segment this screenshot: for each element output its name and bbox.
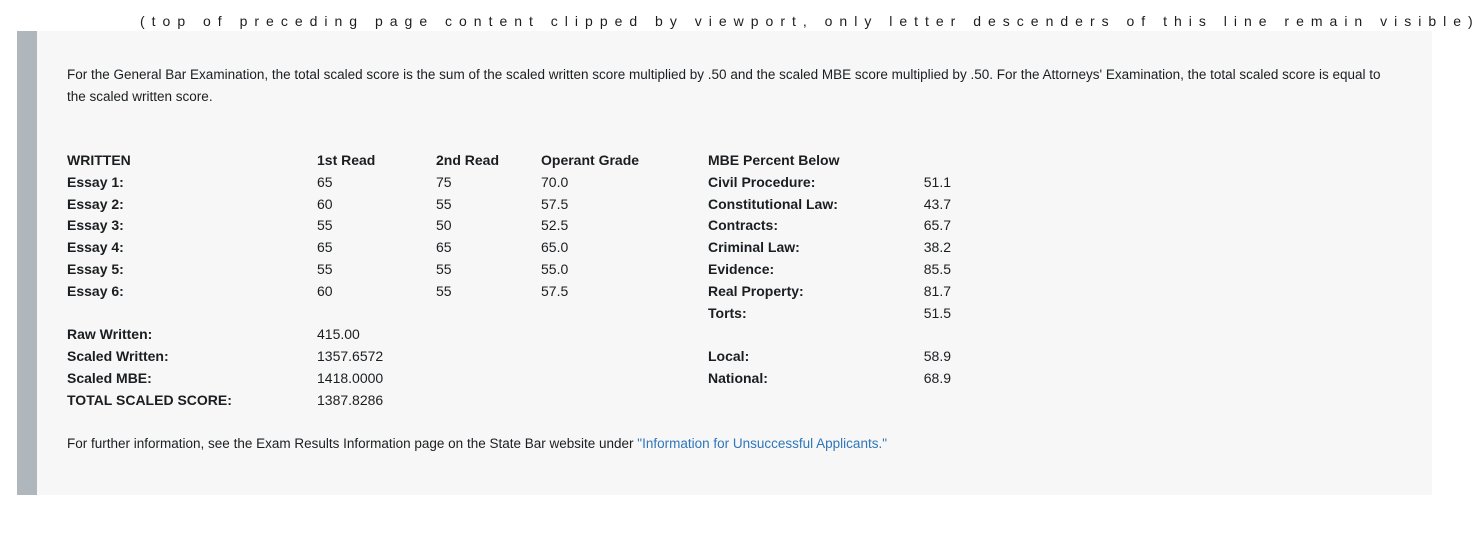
mbe-subject-value: 38.2: [923, 239, 951, 256]
essay-second-read: 55: [436, 195, 452, 212]
written-header: WRITTEN: [67, 152, 131, 168]
mbe-subject-label: Real Property:: [708, 282, 804, 299]
essay-operant-grade: 57.5: [541, 282, 569, 299]
essay-second-read: 75: [436, 173, 452, 190]
essay-label: Essay 4:: [67, 239, 124, 256]
second-read-header: 2nd Read: [436, 152, 500, 168]
essay-first-read: 60: [317, 282, 333, 299]
first-read-header: 1st Read: [317, 152, 376, 168]
raw-written-value: 415.00: [317, 326, 360, 343]
essay-operant-grade: 70.0: [541, 173, 569, 190]
total-scaled-score-label: TOTAL SCALED SCORE:: [67, 391, 232, 408]
essay-second-read: 55: [436, 260, 452, 277]
scaled-mbe-value: 1418.0000: [317, 369, 384, 386]
essay-second-read: 50: [436, 217, 452, 234]
scoring-explanation: For the General Bar Examination, the total scaled score is the sum of the scaled written score multiplied by .50 and the scaled MBE score multiplied by .50. For the Attorneys' Examination, the total scaled score is equal to the scaled written score.: [67, 67, 1381, 104]
mbe-subject-value: 85.5: [923, 260, 951, 277]
score-tables: [67, 150, 1387, 412]
written-scores-table: [67, 150, 708, 412]
essay-operant-grade: 55.0: [541, 260, 569, 277]
total-scaled-score-value: 1387.8286: [317, 391, 384, 408]
essay-first-read: 65: [317, 173, 333, 190]
results-panel: [37, 31, 1432, 495]
spacer-row: [708, 324, 951, 346]
spacer-row: [67, 303, 708, 325]
essay-operant-grade: 57.5: [541, 195, 569, 212]
scaled-written-value: 1357.6572: [317, 348, 384, 365]
essay-label: Essay 5:: [67, 260, 124, 277]
mbe-subject-value: 43.7: [923, 195, 951, 212]
scaled-written-label: Scaled Written:: [67, 348, 169, 365]
essay-second-read: 55: [436, 282, 452, 299]
operant-grade-header: Operant Grade: [541, 152, 640, 168]
essay-label: Essay 1:: [67, 173, 124, 190]
footer-text: For further information, see the Exam Results Information page on the State Bar website under: [67, 435, 638, 451]
mbe-subject-value: 65.7: [923, 217, 951, 234]
footer-note: [67, 433, 1387, 455]
essay-operant-grade: 52.5: [541, 217, 569, 234]
mbe-subject-value: 51.5: [923, 304, 951, 321]
essay-label: Essay 3:: [67, 217, 124, 234]
national-percentile-value: 68.9: [923, 369, 951, 386]
mbe-subject-label: Evidence:: [708, 260, 775, 277]
mbe-subject-label: Civil Procedure:: [708, 173, 816, 190]
clipped-text: (top of preceding page content clipped by viewport, only letter descenders of this line remain visible): [140, 13, 1480, 29]
essay-first-read: 55: [317, 217, 333, 234]
essay-first-read: 60: [317, 195, 333, 212]
local-percentile-value: 58.9: [923, 348, 951, 365]
scaled-mbe-label: Scaled MBE:: [67, 369, 152, 386]
local-percentile-label: Local:: [708, 348, 750, 365]
essay-operant-grade: 65.0: [541, 239, 569, 256]
national-percentile-label: National:: [708, 369, 768, 386]
mbe-percent-header: MBE Percent Below: [708, 152, 840, 168]
mbe-subject-label: Torts:: [708, 304, 747, 321]
mbe-subject-label: Constitutional Law:: [708, 195, 838, 212]
essay-first-read: 55: [317, 260, 333, 277]
mbe-subject-label: Contracts:: [708, 217, 779, 234]
essay-label: Essay 6:: [67, 282, 124, 299]
essay-first-read: 65: [317, 239, 333, 256]
left-rail: [17, 31, 37, 495]
essay-second-read: 65: [436, 239, 452, 256]
mbe-subject-label: Criminal Law:: [708, 239, 800, 256]
mbe-percent-table: [708, 150, 951, 390]
raw-written-label: Raw Written:: [67, 326, 153, 343]
unsuccessful-applicants-link[interactable]: "Information for Unsuccessful Applicants.": [637, 435, 887, 451]
mbe-subject-value: 51.1: [923, 173, 951, 190]
essay-label: Essay 2:: [67, 195, 124, 212]
mbe-subject-value: 81.7: [923, 282, 951, 299]
